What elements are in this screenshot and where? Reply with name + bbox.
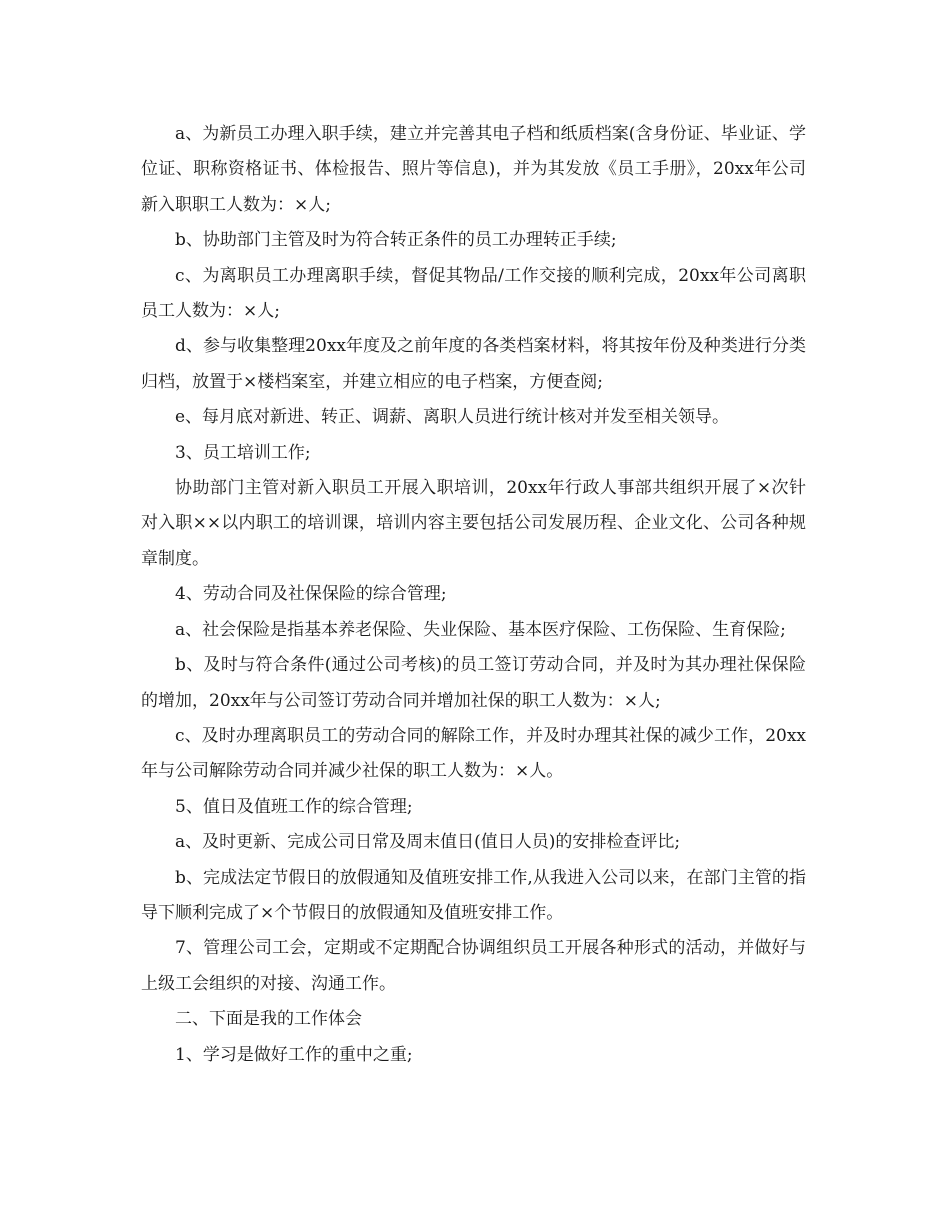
heading-employee-training: 3、员工培训工作; [175,442,311,463]
paragraph-new-hire-procedures: a、为新员工办理入职手续，建立并完善其电子档和纸质档案(含身份证、毕业证、学位证、职称资格证书、体检报告、照片等信息)，并为其发放《员工手册》，20xx年公司新入职职工人数为：×人; [141,124,806,215]
paragraph-training-details: 协助部门主管对新入职员工开展入职培训，20xx年行政人事部共组织开展了×次针对入职××以内职工的培训课，培训内容主要包括公司发展历程、企业文化、公司各种规章制度。 [141,478,806,569]
heading-duty-management: 5、值日及值班工作的综合管理; [175,796,413,817]
paragraph-labor-union: 7、管理公司工会，定期或不定期配合协调组织员工开展各种形式的活动，并做好与上级工会组织的对接、沟通工作。 [141,938,806,994]
paragraph-learning-priority: 1、学习是做好工作的重中之重; [175,1044,413,1065]
paragraph-probation-conversion: b、协助部门主管及时为符合转正条件的员工办理转正手续; [175,230,617,251]
paragraph-contract-termination: c、及时办理离职员工的劳动合同的解除工作，并及时办理其社保的减少工作，20xx年与公司解除劳动合同并减少社保的职工人数为：×人。 [141,725,806,782]
paragraph-resignation-procedures: c、为离职员工办理离职手续，督促其物品/工作交接的顺利完成，20xx年公司离职员工人数为：×人; [141,265,806,322]
heading-work-experience: 二、下面是我的工作体会 [175,1009,362,1030]
document-body [141,117,806,1073]
paragraph-monthly-statistics: e、每月底对新进、转正、调薪、离职人员进行统计核对并发至相关领导。 [175,407,730,428]
paragraph-holiday-notices: b、完成法定节假日的放假通知及值班安排工作,从我进入公司以来，在部门主管的指导下顺利完成了×个节假日的放假通知及值班安排工作。 [141,867,806,923]
paragraph-social-insurance: a、社会保险是指基本养老保险、失业保险、基本医疗保险、工伤保险、生育保险; [175,619,786,640]
paragraph-archive-organization: d、参与收集整理20xx年度及之前年度的各类档案材料，将其按年份及种类进行分类归档，放置于×楼档案室，并建立相应的电子档案，方便查阅; [141,336,806,392]
heading-labor-contracts: 4、劳动合同及社保保险的综合管理; [175,584,447,605]
paragraph-duty-schedule: a、及时更新、完成公司日常及周末值日(值日人员)的安排检查评比; [175,832,681,853]
paragraph-contract-signing: b、及时与符合条件(通过公司考核)的员工签订劳动合同，并及时为其办理社保保险的增加，20xx年与公司签订劳动合同并增加社保的职工人数为：×人; [141,655,806,711]
